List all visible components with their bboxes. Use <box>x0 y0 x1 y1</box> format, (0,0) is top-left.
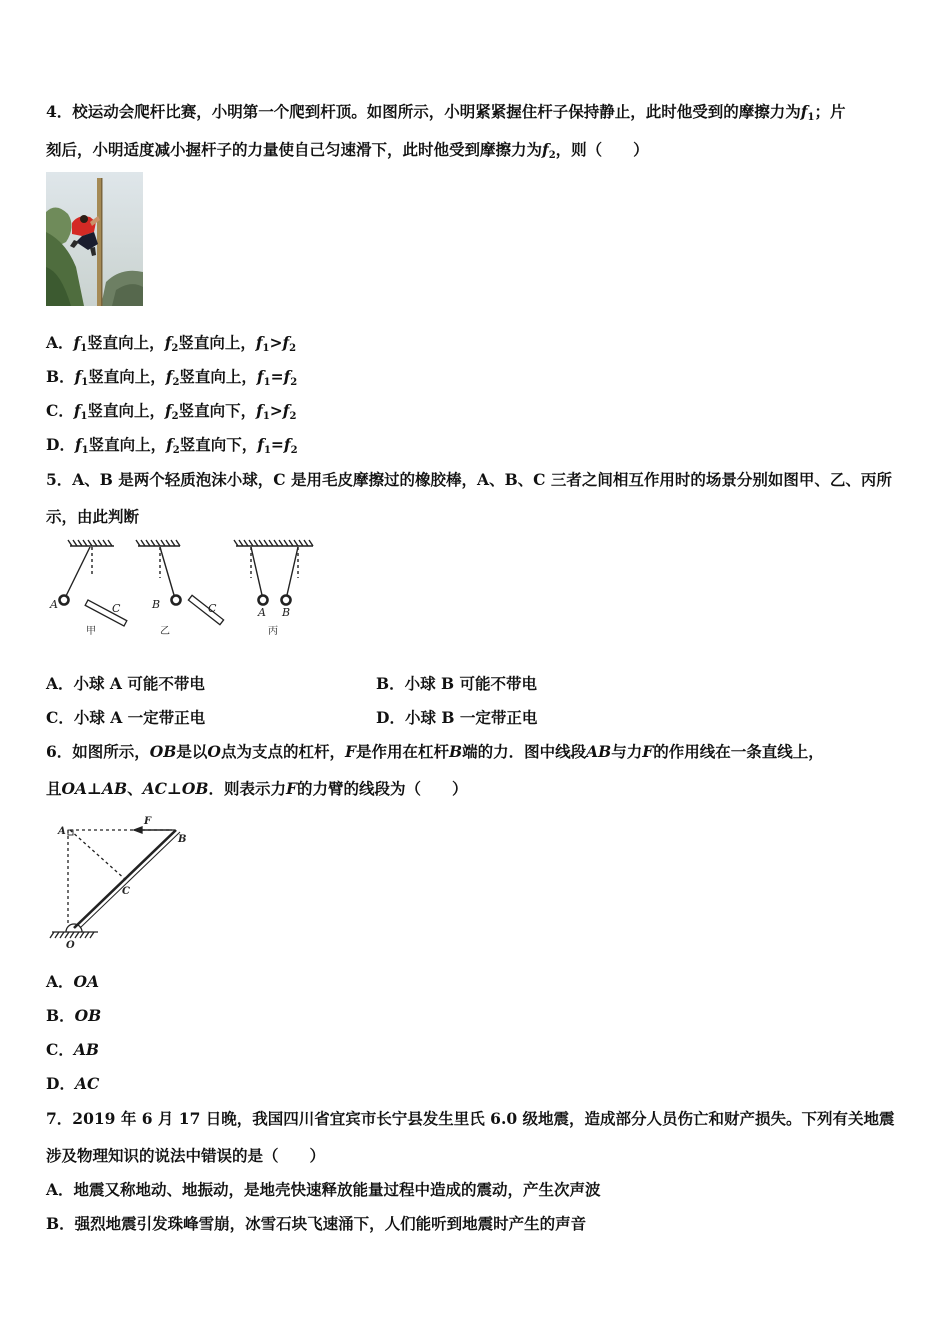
fig-caption-bing: 丙 <box>268 626 278 637</box>
pith-balls-figure <box>46 538 321 643</box>
q7-option-a[interactable]: A．地震又称地动、地振动，是地壳快速释放能量过程中造成的震动，产生次声波 <box>46 1180 601 1199</box>
lever-label-f: F <box>144 816 152 827</box>
q4-stem-line2: 刻后，小明适度减小握杆子的力量使自己匀速滑下，此时他受到摩擦力为$f_2$，则（ ） <box>46 140 649 161</box>
q5-stem-line2: 示，由此判断 <box>46 507 140 526</box>
lever-label-a: A <box>58 826 66 837</box>
q4-stem-line1: 4．校运动会爬杆比赛，小明第一个爬到杆顶。如图所示，小明紧紧握住杆子保持静止，此时他受到的摩擦力为$f_1$；片 <box>46 102 846 123</box>
q6-stem-line2: 且OA⊥AB、AC⊥OB．则表示力F的力臂的线段为（ ） <box>46 779 468 798</box>
lever-label-b: B <box>178 834 187 845</box>
q7-stem-line2: 涉及物理知识的说法中错误的是（ ） <box>46 1146 326 1165</box>
q6-option-a[interactable]: A．OA <box>46 972 100 991</box>
q5-option-c[interactable]: C．小球 A 一定带正电 <box>46 708 206 727</box>
q6-option-d[interactable]: D．AC <box>46 1074 100 1093</box>
q4-option-c[interactable]: C．$f_1$竖直向上，$f_2$竖直向下，$f_1>f_2$ <box>46 401 297 422</box>
q6-option-c[interactable]: C．AB <box>46 1040 99 1059</box>
q5-stem-line1: 5．A、B 是两个轻质泡沫小球，C 是用毛皮摩擦过的橡胶棒，A、B、C 三者之间相互作用时的场景分别如图甲、乙、丙所 <box>46 470 892 489</box>
q6-stem-line1: 6．如图所示，OB是以O点为支点的杠杆，F是作用在杠杆B端的力．图中线段AB与力F的作用线在一条直线上， <box>46 742 824 761</box>
lever-label-c: C <box>122 886 130 897</box>
lever-figure <box>48 812 198 952</box>
q7-stem-line1: 7．2019 年 6 月 17 日晚，我国四川省宜宾市长宁县发生里氏 6.0 级地震，造成部分人员伤亡和财产损失。下列有关地震 <box>46 1109 895 1128</box>
rubber-rod-c-yi <box>188 595 223 624</box>
fig-label-c-yi: C <box>208 602 217 615</box>
fig-label-a: A <box>50 598 58 611</box>
q4-option-d[interactable]: D．$f_1$竖直向上，$f_2$竖直向下，$f_1=f_2$ <box>46 435 298 456</box>
fig-caption-jia: 甲 <box>86 626 96 637</box>
rubber-rod-c-jia <box>85 600 127 626</box>
fig-label-a-bing: A <box>258 606 266 619</box>
q5-option-d[interactable]: D．小球 B 一定带正电 <box>376 708 538 727</box>
fig-label-b-yi: B <box>152 598 161 611</box>
q5-option-b[interactable]: B．小球 B 可能不带电 <box>376 674 537 693</box>
q5-option-a[interactable]: A．小球 A 可能不带电 <box>46 674 205 693</box>
fig-label-b-bing: B <box>282 606 291 619</box>
q4-option-a[interactable]: A．$f_1$竖直向上，$f_2$竖直向上，$f_1>f_2$ <box>46 333 297 354</box>
fig-caption-yi: 乙 <box>160 626 170 637</box>
q6-option-b[interactable]: B．OB <box>46 1006 102 1025</box>
pole-climbing-photo <box>46 172 143 306</box>
q4-option-b[interactable]: B．$f_1$竖直向上，$f_2$竖直向上，$f_1=f_2$ <box>46 367 298 388</box>
fig-label-c-jia: C <box>112 602 121 615</box>
q7-option-b[interactable]: B．强烈地震引发珠峰雪崩，冰雪石块飞速涌下，人们能听到地震时产生的声音 <box>46 1214 587 1233</box>
lever-label-o: O <box>66 940 75 951</box>
